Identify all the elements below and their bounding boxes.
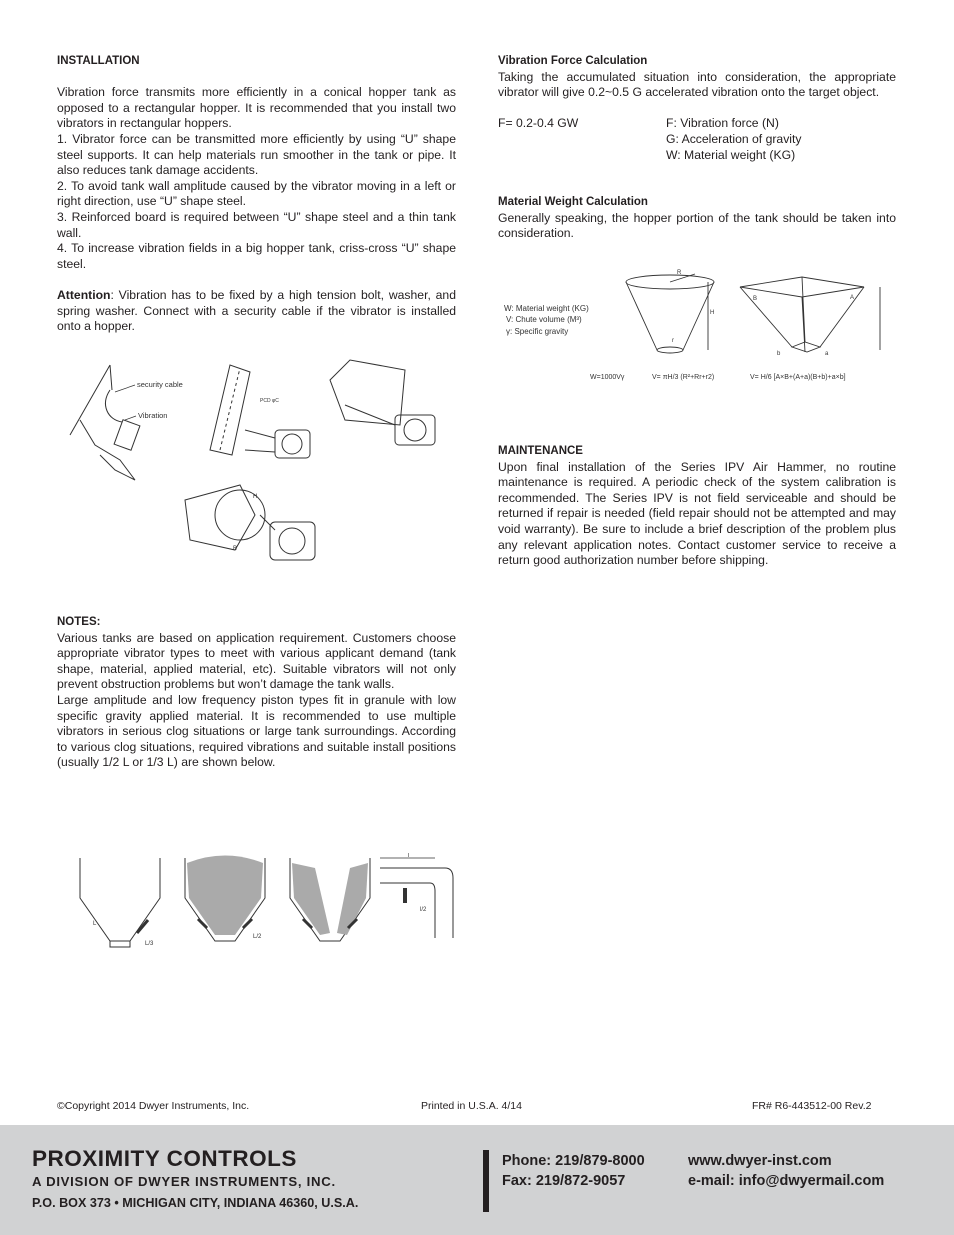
legend-w: W: Material weight (KG) [504,304,589,313]
clog-positions-figure [75,853,455,963]
installation-item-2: 2. To avoid tank wall amplitude caused by the vibrator moving in a left or right direction, use “U” shape steel. [57,178,456,209]
contact-phone-fax [502,1151,645,1191]
copyright: ©Copyright 2014 Dwyer Instruments, Inc. [57,1100,250,1112]
printed-note: Printed in U.S.A. 4/14 [421,1100,522,1112]
maintenance-text: Upon final installation of the Series IPV Air Hammer, no routine maintenance is required. A periodic check of the system calibration is recommended. The Series IPV is not field serviceable and should be returned if repair is needed (field repair should not be attempted and may void warranty). Be sure to include a brief description of the problem plus any relevant application notes. Contact customer service to receive a return good authorization number before shipping. [498,459,896,568]
phone: Phone: 219/879-8000 [502,1153,645,1169]
force-formula: F= 0.2-0.4 GW [498,116,579,131]
material-heading: Material Weight Calculation [498,196,648,208]
pyramid-label-b-small: b [777,351,781,357]
attention-text: : Vibration has to be fixed by a high tension bolt, washer, and spring washer. Connect with a security cable if the vibrator is installed onto a hopper. [57,287,456,334]
legend-gamma: γ: Specific gravity [506,327,569,336]
legend-v: V: Chute volume (M³) [506,315,582,324]
notes-para-2: Large amplitude and low frequency piston types fit in granule with low specific gravity applied material. It is recommended to use multiple vibrators in serious clog situations or large tank surroundings. According to various clog situations, required vibrations and suitable install positions (usually 1/2 L or 1/3 L) are shown below. [57,692,456,770]
clog-label-l: L [93,921,97,927]
fax: Fax: 219/872-9057 [502,1173,626,1189]
vibration-text: Taking the accumulated situation into consideration, the appropriate vibrator will give 0.2~0.5 G accelerated vibration onto the target object. [498,69,896,100]
definition-w: W: Material weight (KG) [666,147,796,162]
notes-section [57,615,456,771]
installation-figure [60,350,460,575]
right-column [498,54,896,163]
label-pcd-1: PCD φC [260,398,279,404]
brand-name: PROXIMITY CONTROLS [32,1146,297,1171]
pyramid-label-a-big: A [850,295,855,301]
clog-label-small-l: l [408,853,410,859]
label-b: B [233,546,238,552]
definition-g: G: Acceleration of gravity [666,131,802,146]
attention-paragraph [57,288,456,335]
label-vibration: Vibration [138,411,168,420]
vibration-heading: Vibration Force Calculation [498,55,648,67]
maintenance-heading: MAINTENANCE [498,445,583,457]
formula-definitions [666,116,801,163]
cone-label-r-big: R [677,270,682,276]
installation-item-3: 3. Reinforced board is required between “U” shape steel and a thin tank wall. [57,209,456,240]
label-security-cable: security cable [137,380,183,389]
formula-pyramid-volume: V= H/6 [A×B+(A+a)(B+b)+a×b] [750,374,846,381]
clog-label-small-l2: l/2 [420,907,427,913]
clog-label-l3: L/3 [145,941,154,947]
clog-label-l2: L/2 [253,934,262,940]
divider-bar [483,1150,489,1212]
material-section [498,195,896,242]
installation-intro: Vibration force transmits more efficiently in a conical hopper tank as opposed to a rectangular hopper. It is recommended that you install two vibrators in rectangular hoppers. [57,85,456,131]
website-link[interactable]: www.dwyer-inst.com [688,1153,832,1169]
form-number: FR# R6-443512-00 Rev.2 [752,1100,872,1112]
installation-item-4: 4. To increase vibration fields in a big hopper tank, criss-cross “U” shape steel. [57,241,456,271]
label-h: H [253,494,258,500]
notes-heading: NOTES: [57,616,101,628]
email-link[interactable]: e-mail: info@dwyermail.com [688,1173,885,1189]
contact-web-email [688,1151,884,1191]
brand-address: P.O. BOX 373 • MICHIGAN CITY, INDIANA 46360, U.S.A. [32,1196,359,1210]
material-text: Generally speaking, the hopper portion of the tank should be taken into consideration. [498,210,896,241]
hopper-volume-figure [500,262,890,387]
pyramid-label-a-small: a [825,351,829,357]
cone-label-r-small: r [672,338,674,344]
formula-w: W=1000Vγ [590,374,625,381]
installation-item-1: 1. Vibrator force can be transmitted more efficiently by using “U” shape steel supports. It can help materials run smoother in the tank or pipe. It also reduces tank damage accidents. [57,131,456,178]
pyramid-label-b-big: B [753,296,758,302]
installation-heading: INSTALLATION [57,55,140,67]
formula-block [498,116,896,163]
maintenance-section [498,444,896,569]
cone-label-h: H [710,310,715,316]
notes-para-1: Various tanks are based on application requirement. Customers choose appropriate vibrator types to meet with various applicant demand (tank shape, material, applied material, etc). Suitable vibrators will not only prevent obstruction problems but won’t damage the tank walls. [57,630,456,692]
left-column [57,54,456,335]
formula-cone-volume: V= πH/3 (R²+Rr+r2) [652,374,715,381]
brand-division: A DIVISION OF DWYER INSTRUMENTS, INC. [32,1174,336,1189]
definition-f: F: Vibration force (N) [666,116,779,131]
attention-label: Attention [57,287,111,302]
